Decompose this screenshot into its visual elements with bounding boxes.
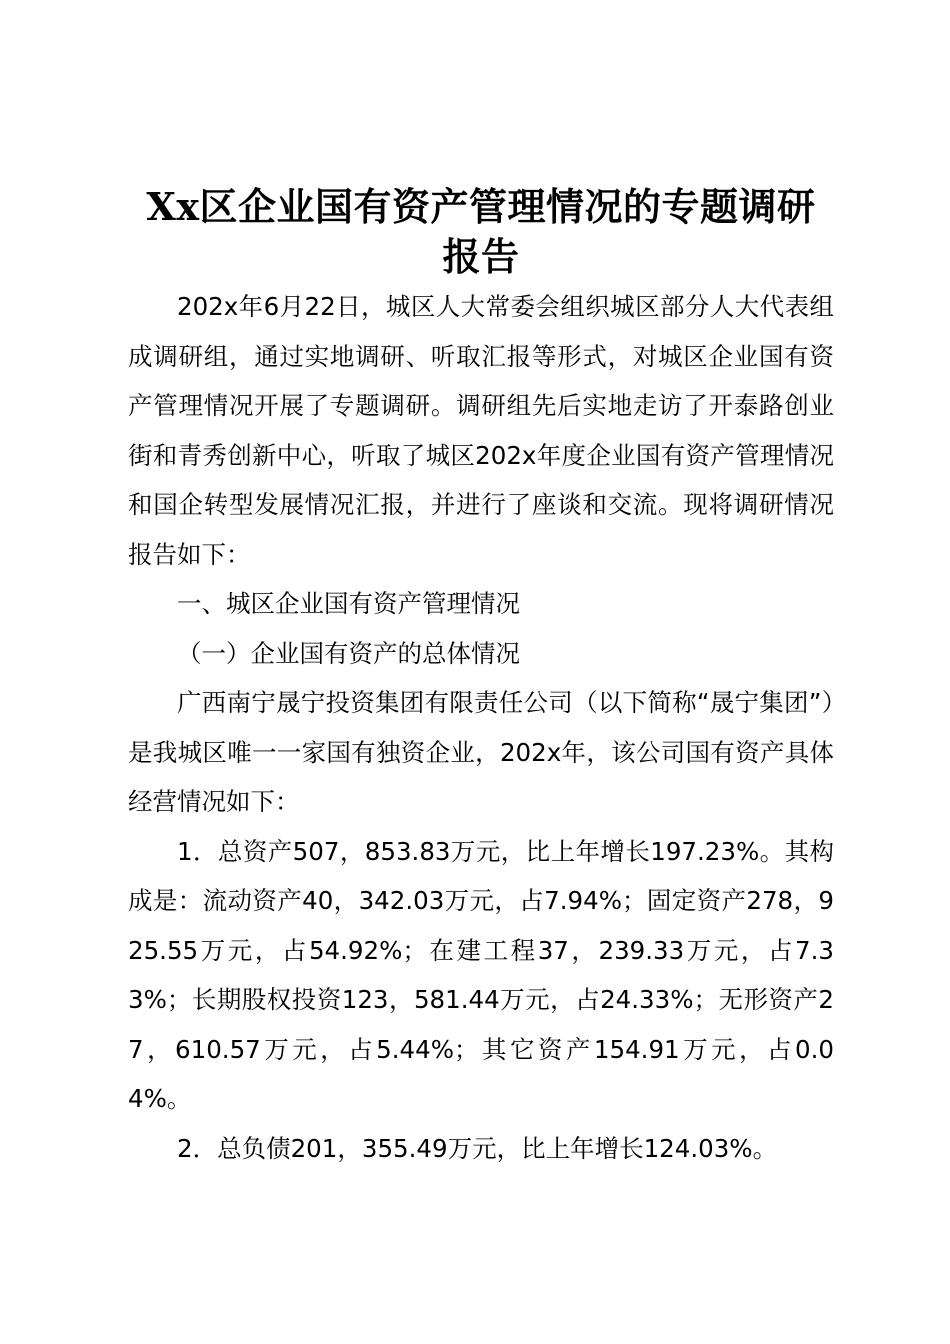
document-title: Xx区企业国有资产管理情况的专题调研报告 [146,184,816,279]
intro-paragraph: 202x年6月22日，城区人大常委会组织城区部分人大代表组成调研组，通过实地调研、听取汇报等形式，对城区企业国有资产管理情况开展了专题调研。调研组先后实地走访了开泰路创业街和青秀创新中心，听取了城区202x年度企业国有资产管理情况和国企转型发展情况汇报，并进行了座谈和交流。现将调研情况报告如下： [128,292,834,569]
subsection-heading: （一）企业国有资产的总体情况 [177,638,520,668]
liabilities-paragraph: 2．总负债201，355.49万元，比上年增长124.03%。 [177,1133,778,1163]
document-body [128,180,834,1173]
section-heading: 一、城区企业国有资产管理情况 [177,589,520,618]
company-paragraph: 广西南宁晟宁投资集团有限责任公司（以下简称“晟宁集团”）是我城区唯一一家国有独资企业，202x年，该公司国有资产具体经营情况如下： [128,688,834,816]
assets-paragraph: 1．总资产507，853.83万元，比上年增长197.23%。其构成是：流动资产40，342.03万元，占7.94%；固定资产278，925.55万元，占54.92%；在建工程37，239.33万元，占7.33%；长期股权投资123，581.44万元，占24.33%；无形资产27，610.57万元，占5.44%；其它资产154.91万元，占0.04%。 [128,836,834,1113]
